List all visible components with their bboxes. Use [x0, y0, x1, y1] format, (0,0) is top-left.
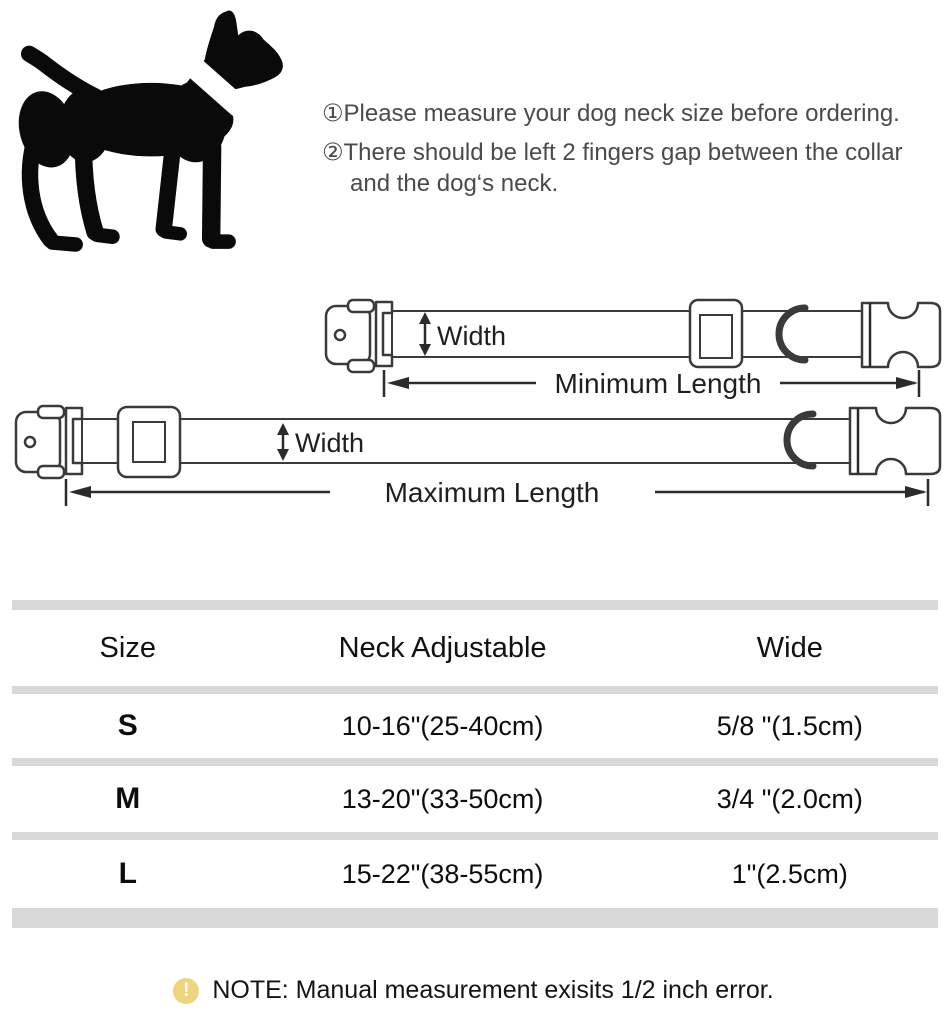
header-wide: Wide	[756, 631, 823, 664]
table-row-s	[12, 694, 938, 758]
wide-value: 1"(2.5cm)	[731, 858, 848, 889]
buckle-female-icon	[326, 300, 392, 372]
maximum-length-label: Maximum Length	[384, 477, 600, 508]
buckle-female-icon	[16, 406, 82, 478]
slider-buckle-icon	[118, 407, 180, 477]
instruction-line-1: ①Please measure your dog neck size before ordering.	[322, 100, 900, 127]
dog-silhouette-icon	[6, 3, 306, 275]
header-neck-adjustable: Neck Adjustable	[338, 631, 547, 664]
dog-silhouette	[6, 3, 306, 275]
buckle-male-icon	[850, 408, 940, 474]
minimum-length-label: Minimum Length	[554, 368, 762, 399]
neck-value: 15-22"(38-55cm)	[341, 858, 544, 889]
collar-diagram-minimum	[318, 293, 947, 405]
table-row-m	[12, 766, 938, 832]
header-size: Size	[99, 631, 156, 664]
size-value: L	[118, 857, 137, 890]
size-table	[12, 600, 938, 928]
wide-value: 5/8 "(1.5cm)	[716, 710, 863, 741]
note-text: NOTE: Manual measurement exisits 1/2 inch error.	[212, 976, 774, 1004]
slider-buckle-icon	[690, 300, 742, 367]
width-label-max: Width	[295, 428, 365, 458]
neck-value: 13-20"(33-50cm)	[341, 783, 544, 814]
wide-value: 3/4 "(2.0cm)	[716, 783, 863, 814]
size-value: S	[117, 709, 138, 742]
collar-strap	[82, 419, 860, 463]
table-row-l	[12, 840, 938, 908]
instructions	[322, 98, 944, 207]
table-header-row	[12, 610, 938, 686]
exclamation-icon: !	[173, 978, 199, 1004]
neck-value: 10-16"(25-40cm)	[341, 710, 544, 741]
buckle-male-icon	[862, 303, 940, 367]
size-value: M	[115, 782, 141, 815]
instruction-line-2: ②There should be left 2 fingers gap between the collar and the dog‘s neck.	[322, 139, 903, 197]
width-label-min: Width	[437, 321, 507, 351]
collar-diagram-maximum	[0, 403, 947, 521]
note	[0, 976, 947, 1005]
